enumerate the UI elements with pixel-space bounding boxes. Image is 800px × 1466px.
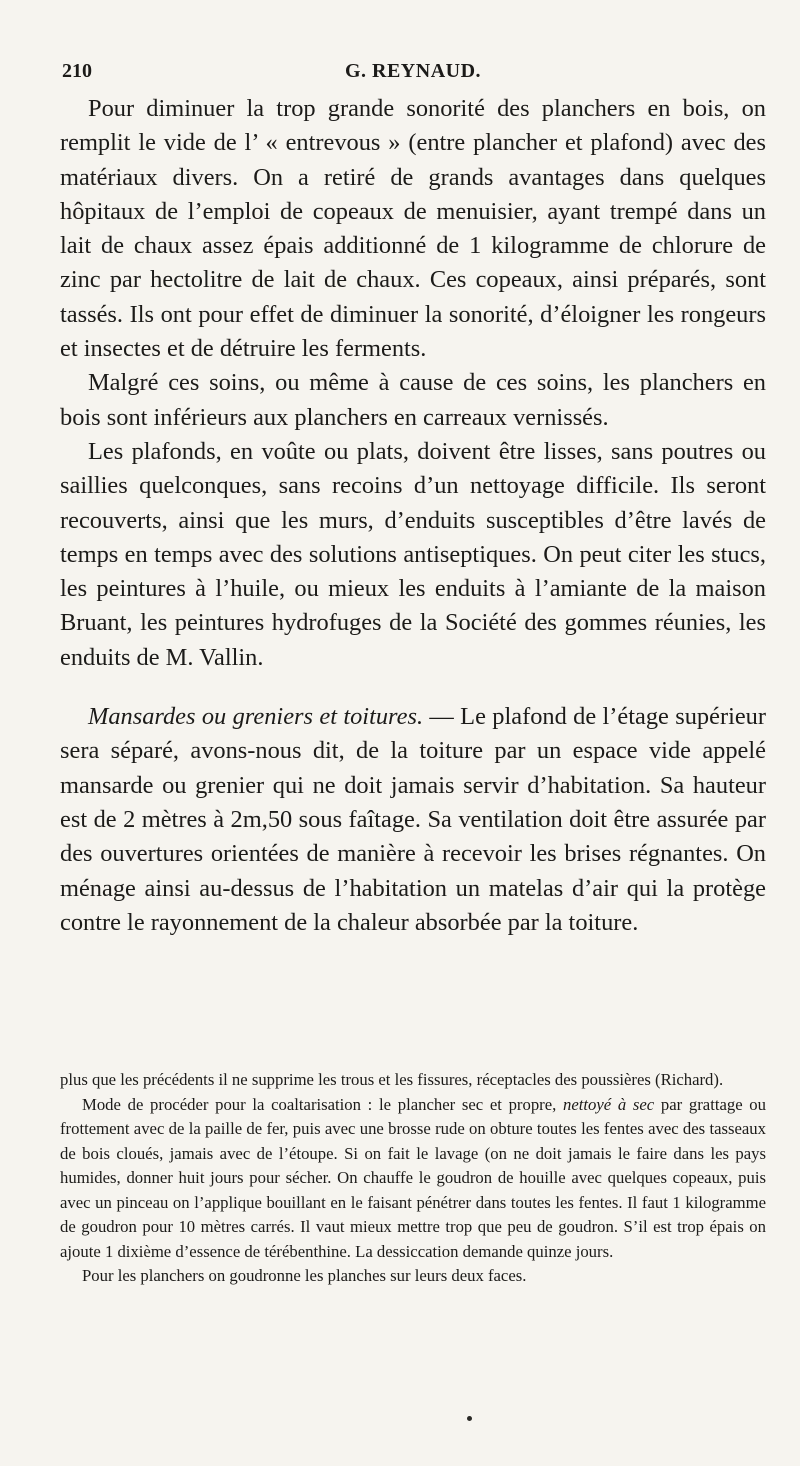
paragraph-plafonds: Les plafonds, en voûte ou plats, doivent être lisses, sans poutres ou saillies quelconques, sans recoins d’un nettoyage difficile. Ils seront recouverts, ainsi que les murs, d’enduits susceptibles d’être lavés de temps en temps avec des solutions antiseptiques. On peut citer les stucs, les peintures à l’huile, ou mieux les enduits à l’amiante de la maison Bruant, les peintures hydrofuges de la Société des gommes réunies, les enduits de M. Vallin. — [60, 437, 766, 671]
paragraph-mansardes — [60, 700, 766, 940]
paragraph-sonorite: Pour diminuer la trop grande sonorité des planchers en bois, on remplit le vide de l’ « entrevous » (entre plancher et plafond) avec des matériaux divers. On a retiré de grands avantages dans quelques hôpitaux de l’emploi de copeaux de menuisier, ayant trempé dans un lait de chaux assez épais additionné de 1 kilogramme de chlorure de zinc par hectolitre de lait de chaux. Ces copeaux, ainsi préparés, sont tassés. Ils ont pour effet de diminuer la sonorité, d’éloigner les rongeurs et insectes et de détruire les ferments. — [60, 95, 766, 363]
page-number: 210 — [62, 60, 92, 82]
section-heading-mansardes: Mansardes ou greniers et toitures. — [88, 703, 424, 731]
paragraph-mansardes-text: — Le plafond de l’étage supérieur sera séparé, avons-nous dit, de la toiture par un espace vide appelé mansarde ou grenier qui ne doit jamais servir d’habitation. Sa hauteur est de 2 mètres à 2m,50 sous faîtage. Sa ventilation doit être assurée par des ouvertures orientées de manière à recevoir les brises régnantes. On ménage ainsi au-dessus de l’habitation un matelas d’air qui la protège contre le rayonnement de la chaleur absorbée par la toiture. — [60, 703, 766, 936]
section-gap — [60, 675, 766, 700]
footnotes — [60, 1068, 766, 1289]
running-head: G. REYNAUD. — [344, 60, 482, 82]
print-mark — [467, 1416, 472, 1421]
footnote-coaltarisation-start: Mode de procéder pour la coaltarisation : le plancher sec et propre, — [82, 1094, 563, 1114]
footnote-planchers: Pour les planchers on goudronne les planches sur leurs deux faces. — [82, 1266, 527, 1285]
footnote-coaltarisation-italic: nettoyé à sec — [563, 1094, 655, 1114]
footnote-coaltarisation-rest: par grattage ou frottement avec de la paille de fer, puis avec une brosse rude on obture toutes les fentes avec des tasseaux de bois cloués, jamais avec de l’étoupe. Si on fait le lavage (on ne doit jamais le faire dans les pays humides, donner huit jours pour sécher. On chauffe le goudron de houille avec quelques copeaux, puis avec un pinceau on l’applique bouillant en le faisant pénétrer dans toutes les fentes. Il faut 1 kilogramme de goudron pour 10 mètres carrés. Il vaut mieux mettre trop que peu de goudron. S’il est trop épais on ajoute 1 dixième d’essence de térébenthine. La dessiccation demande quinze jours. — [60, 1094, 766, 1261]
footnote-continuation: plus que les précédents il ne supprime les trous et les fissures, réceptacles des poussières (Richard). — [60, 1070, 724, 1089]
main-text — [60, 92, 766, 940]
footnote-coaltarisation — [60, 1093, 766, 1265]
paragraph-malgre: Malgré ces soins, ou même à cause de ces soins, les planchers en bois sont inférieurs aux planchers en carreaux vernissés. — [60, 369, 766, 431]
page-header — [62, 60, 764, 90]
